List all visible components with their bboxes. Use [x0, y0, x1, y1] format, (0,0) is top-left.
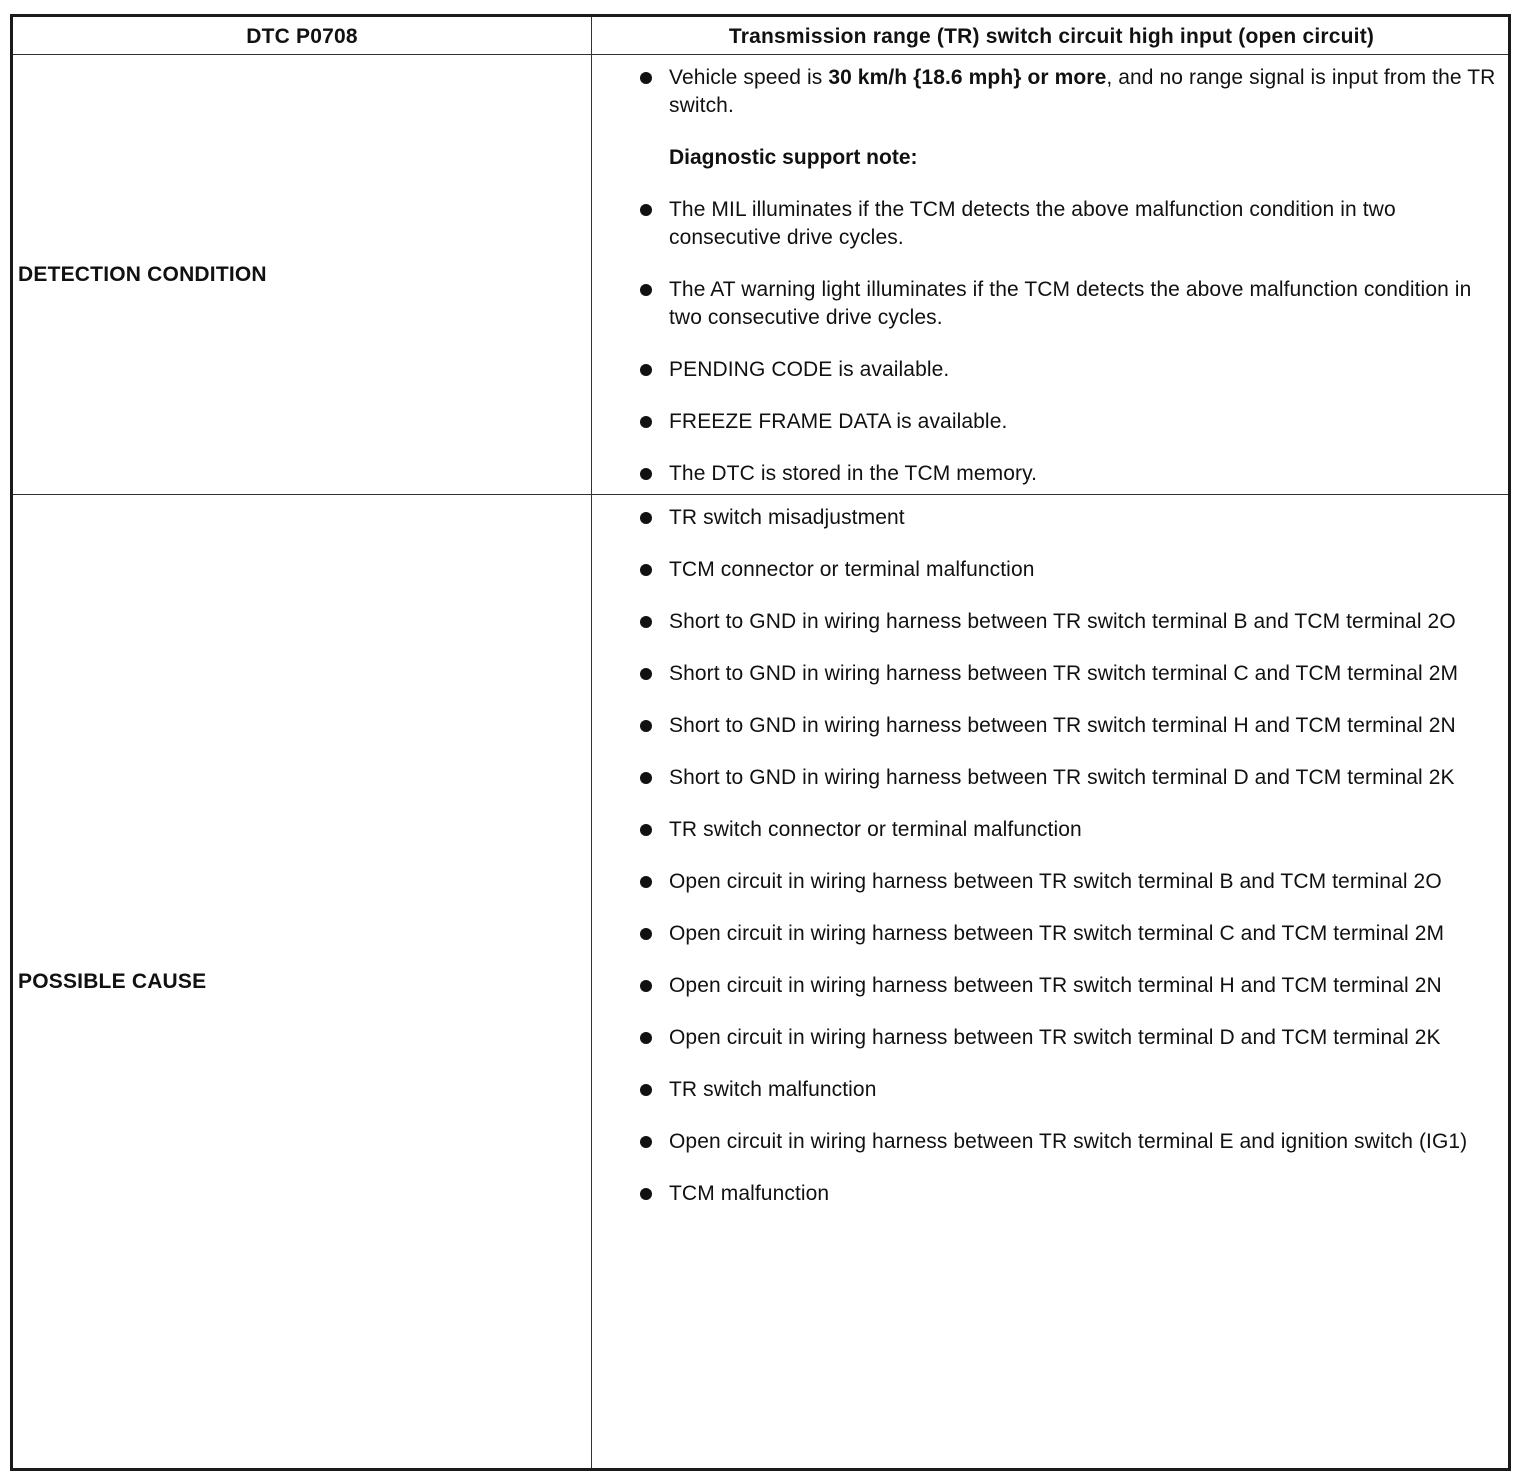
- list-item: [592, 1076, 1497, 1104]
- list-item-text: Short to GND in wiring harness between TR switch terminal B and TCM terminal 2O: [669, 610, 1456, 633]
- bullet-icon: [640, 512, 652, 524]
- bullet-icon: [640, 876, 652, 888]
- dtc-code-header: DTC P0708: [246, 25, 358, 48]
- list-item-text: The AT warning light illuminates if the TCM detects the above malfunction condition in two consecutive drive cycles.: [669, 278, 1472, 329]
- bullet-icon: [640, 204, 652, 216]
- list-item: [592, 816, 1497, 844]
- list-item: [592, 608, 1497, 636]
- list-item: [592, 196, 1497, 252]
- list-item-text: The MIL illuminates if the TCM detects the above malfunction condition in two consecutive drive cycles.: [669, 198, 1396, 249]
- list-item-text: Open circuit in wiring harness between TR switch terminal H and TCM terminal 2N: [669, 974, 1442, 997]
- bullet-icon: [640, 364, 652, 376]
- list-item: [592, 920, 1497, 948]
- list-item: [592, 972, 1497, 1000]
- detection-condition-label: DETECTION CONDITION: [18, 263, 267, 286]
- list-item-text: Short to GND in wiring harness between TR switch terminal H and TCM terminal 2N: [669, 714, 1456, 737]
- possible-cause-label: POSSIBLE CAUSE: [18, 970, 207, 993]
- list-item-text: TR switch misadjustment: [669, 506, 905, 529]
- header-divider: [13, 54, 1508, 55]
- speed-condition-post: , and no range signal is input from the TR switch.: [669, 66, 1496, 117]
- list-item-text: Open circuit in wiring harness between TR switch terminal C and TCM terminal 2M: [669, 922, 1445, 945]
- bullet-icon: [640, 668, 652, 680]
- list-item-text: TCM malfunction: [669, 1182, 830, 1205]
- list-item: [592, 1128, 1497, 1156]
- list-item: [592, 356, 1497, 384]
- list-item-text: TR switch malfunction: [669, 1078, 877, 1101]
- detection-condition-list: [592, 64, 1497, 512]
- list-item-text: Short to GND in wiring harness between TR switch terminal C and TCM terminal 2M: [669, 662, 1459, 685]
- list-item-text: TCM connector or terminal malfunction: [669, 558, 1035, 581]
- list-item-text: FREEZE FRAME DATA is available.: [669, 410, 1008, 433]
- list-item: [592, 64, 1497, 120]
- dtc-table: [10, 14, 1511, 1471]
- bullet-icon: [640, 928, 652, 940]
- bullet-icon: [640, 284, 652, 296]
- list-item: [592, 1180, 1497, 1208]
- bullet-icon: [640, 980, 652, 992]
- bullet-icon: [640, 616, 652, 628]
- bullet-icon: [640, 720, 652, 732]
- bullet-icon: [640, 72, 652, 84]
- bullet-icon: [640, 1084, 652, 1096]
- diagnostic-support-note-heading: Diagnostic support note:: [669, 146, 918, 169]
- bullet-icon: [640, 1188, 652, 1200]
- bullet-icon: [640, 824, 652, 836]
- list-item: [592, 660, 1497, 688]
- list-item-text: PENDING CODE is available.: [669, 358, 950, 381]
- speed-condition-value: 30 km/h {18.6 mph} or more: [828, 66, 1107, 89]
- list-item: [592, 868, 1497, 896]
- list-item: [592, 556, 1497, 584]
- list-item-text: Open circuit in wiring harness between TR switch terminal E and ignition switch (IG1): [669, 1130, 1468, 1153]
- list-item: [592, 276, 1497, 332]
- bullet-icon: [640, 1136, 652, 1148]
- list-item-text: Short to GND in wiring harness between TR switch terminal D and TCM terminal 2K: [669, 766, 1455, 789]
- list-item: [592, 504, 1497, 532]
- list-item-text: The DTC is stored in the TCM memory.: [669, 462, 1038, 485]
- list-item: [592, 764, 1497, 792]
- bullet-icon: [640, 468, 652, 480]
- bullet-icon: [640, 564, 652, 576]
- list-item-text: Open circuit in wiring harness between TR switch terminal D and TCM terminal 2K: [669, 1026, 1441, 1049]
- speed-condition-pre: Vehicle speed is: [669, 66, 829, 89]
- bullet-icon: [640, 1032, 652, 1044]
- bullet-icon: [640, 416, 652, 428]
- list-item: [592, 460, 1497, 488]
- dtc-description-header: Transmission range (TR) switch circuit high input (open circuit): [728, 25, 1375, 48]
- list-item: [592, 408, 1497, 436]
- list-item-text: TR switch connector or terminal malfunction: [669, 818, 1082, 841]
- list-item: [592, 1024, 1497, 1052]
- list-item: [592, 712, 1497, 740]
- possible-cause-list: [592, 504, 1497, 1232]
- list-item-text: Open circuit in wiring harness between TR switch terminal B and TCM terminal 2O: [669, 870, 1442, 893]
- bullet-icon: [640, 772, 652, 784]
